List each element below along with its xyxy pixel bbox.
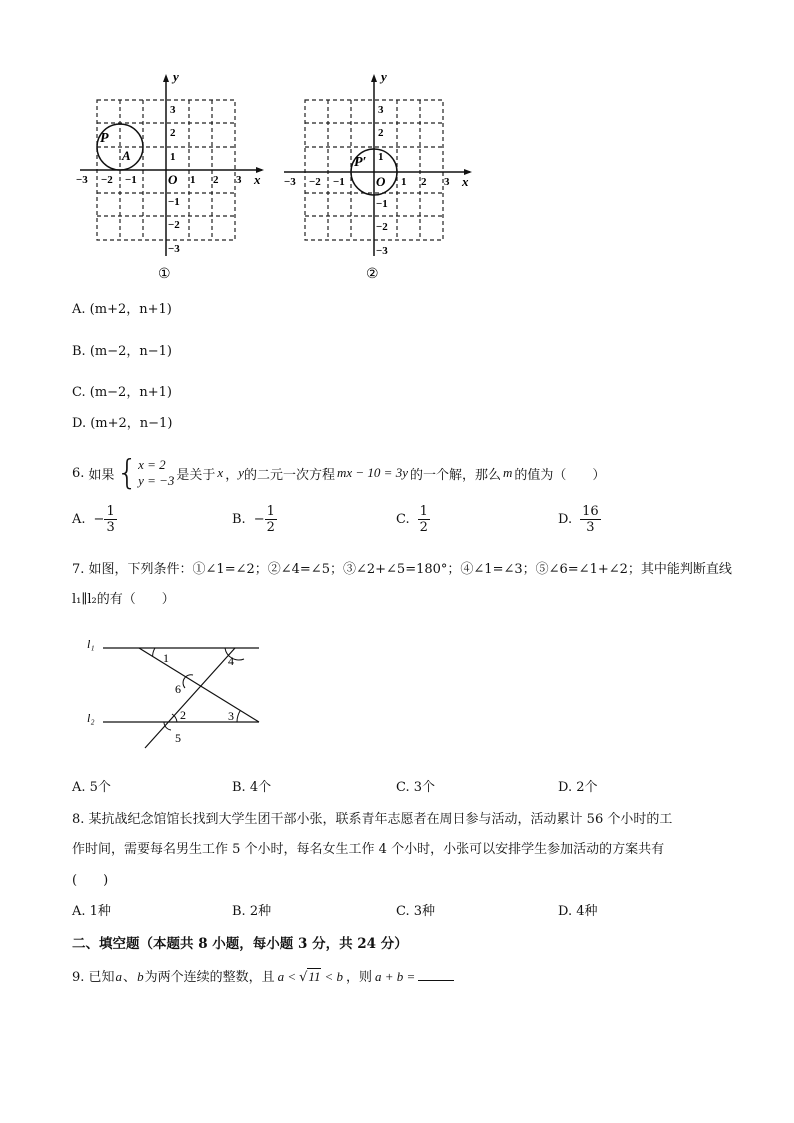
q5-option-d [72, 412, 172, 431]
option-sign: − [93, 511, 105, 527]
q8-option-a: A. 1种 [72, 904, 111, 919]
q9-prefix: 9. 已知 [72, 970, 115, 985]
q6-option-c [396, 502, 430, 536]
q6-text: 的值为（ ） [514, 467, 606, 483]
angle-label-5: 5 [175, 731, 181, 745]
option-label: D. [72, 416, 87, 431]
ineq-right: < b [324, 969, 343, 984]
question-6 [72, 453, 606, 493]
q6-text: 的二元一次方程 [243, 467, 335, 483]
q8-option-d: D. 4种 [558, 904, 598, 919]
brace-icon: { [116, 453, 139, 493]
option-label: B. [72, 344, 86, 359]
var-a: a [115, 969, 123, 984]
x-tick: 3 [236, 174, 242, 186]
x-tick: −1 [125, 174, 137, 186]
transversal-1 [139, 648, 259, 722]
separator: ， [225, 467, 239, 483]
q7-option-b: B. 4个 [232, 780, 272, 795]
q7-option-c: C. 3个 [396, 780, 436, 795]
q7-text-line1: 7. 如图，下列条件：①∠1=∠2；②∠4=∠5；③∠2+∠5=180°；④∠1=∠3；⑤∠6=∠1+∠2；其中能判断直线 [72, 562, 732, 577]
x-tick-labels [284, 176, 450, 188]
question-number: 6. [72, 465, 85, 481]
figure-caption: ② [366, 267, 379, 282]
y-axis-arrow [163, 74, 169, 82]
q8-text-line3: ( ) [72, 873, 109, 888]
q8-text-line2: 作时间，需要每名男生工作 5 个小时，每名女生工作 4 个小时，小张可以安排学生参加活动的方案共有 [72, 842, 665, 857]
var-y: y [238, 465, 244, 480]
point-p-prime-label: P′ [354, 155, 367, 170]
coordinate-figure-2 [280, 68, 480, 283]
y-tick: −2 [376, 221, 388, 233]
system-eq2: y = −3 [138, 473, 175, 488]
angle-label-3: 3 [228, 709, 234, 723]
q9-text: ，则 [345, 970, 372, 985]
option-fraction [418, 504, 430, 535]
sum-expression: a + b = [375, 969, 416, 984]
q7-text-line2: l₁∥l₂的有（ ） [72, 592, 175, 607]
parallel-lines-figure [85, 636, 270, 751]
option-fraction [265, 504, 277, 535]
angle-label-6: 6 [175, 682, 181, 696]
option-text: (m−2，n+1) [89, 385, 172, 400]
angle-label-2: 2 [180, 708, 186, 722]
system-eq1: x = 2 [138, 457, 166, 472]
denominator: 3 [586, 519, 595, 535]
l1-label: l₁ [87, 637, 95, 651]
option-fraction [104, 504, 116, 535]
x-tick-labels [76, 174, 242, 186]
q8-text-line1: 8. 某抗战纪念馆馆长找到大学生团干部小张，联系青年志愿者在周日参与活动，活动累计 56 个小时的工 [72, 812, 673, 827]
answer-blank[interactable] [418, 968, 454, 981]
q6-text: 是关于 [176, 467, 216, 483]
separator: 、 [123, 970, 137, 985]
x-tick: −3 [284, 176, 296, 188]
var-b: b [137, 969, 144, 984]
x-tick: −2 [309, 176, 321, 188]
y-tick: 3 [170, 104, 176, 116]
q8-option-b: B. 2种 [232, 904, 272, 919]
y-tick: 2 [170, 127, 176, 139]
y-tick: 1 [378, 151, 384, 163]
var-x: x [217, 465, 224, 480]
y-tick: −1 [376, 198, 388, 210]
angle-label-4: 4 [228, 654, 234, 668]
q5-option-a [72, 298, 172, 317]
x-tick: 1 [401, 176, 407, 188]
q6-option-a [72, 502, 117, 536]
section-title: 二、填空题（本题共 8 小题，每小题 3 分，共 24 分） [72, 936, 408, 952]
q6-option-b [232, 502, 277, 536]
q7-option-a: A. 5个 [72, 780, 111, 795]
angle-arc-3 [237, 711, 240, 723]
y-tick: −2 [168, 219, 180, 231]
q6-text: 的一个解，那么 [409, 467, 501, 483]
option-label: A. [72, 302, 86, 317]
angle-arc-1 [153, 648, 155, 656]
y-axis-arrow [371, 74, 377, 82]
denominator: 3 [106, 519, 115, 535]
y-tick: 1 [170, 151, 176, 163]
option-label: A. [72, 511, 86, 527]
y-tick: −1 [168, 196, 180, 208]
var-m: m [503, 465, 513, 480]
option-label: D. [558, 511, 573, 527]
origin-label: O [376, 174, 386, 189]
l2-label: l₂ [87, 711, 95, 725]
q5-option-c [72, 381, 172, 400]
option-sign: − [253, 511, 265, 527]
q5-option-b [72, 340, 172, 359]
y-axis-label: y [381, 69, 387, 84]
y-tick: 3 [378, 104, 384, 116]
coordinate-figure-1 [72, 68, 272, 283]
numerator: 1 [419, 503, 428, 519]
question-9 [72, 966, 454, 985]
point-a-label: A [122, 148, 131, 163]
option-fraction [580, 504, 601, 535]
origin-label: O [168, 172, 178, 187]
numerator: 1 [266, 503, 275, 519]
x-tick: 3 [444, 176, 450, 188]
equation-system [116, 453, 175, 493]
x-tick: −1 [333, 176, 345, 188]
denominator: 2 [266, 519, 275, 535]
y-tick: 2 [378, 127, 384, 139]
x-tick: 2 [421, 176, 427, 188]
option-label: B. [232, 511, 246, 527]
numerator: 1 [106, 503, 115, 519]
option-text: (m+2，n−1) [90, 416, 173, 431]
option-label: C. [396, 511, 410, 527]
q8-option-c: C. 3种 [396, 904, 436, 919]
x-axis-label: x [254, 172, 261, 187]
transversal-2 [145, 648, 235, 748]
ineq-left: a < [277, 969, 297, 984]
y-tick: −3 [376, 245, 388, 257]
x-tick: 2 [213, 174, 219, 186]
sqrt-value: 11 [308, 969, 321, 984]
x-axis-label: x [462, 174, 469, 189]
point-p-label: P [100, 131, 109, 146]
x-tick: −3 [76, 174, 88, 186]
denominator: 2 [419, 519, 428, 535]
q6-prefix: 如果 [88, 467, 115, 483]
q9-text: 为两个连续的整数，且 [144, 970, 275, 985]
y-axis-label: y [173, 69, 179, 84]
numerator: 16 [582, 503, 599, 519]
sqrt-symbol: √ [299, 970, 308, 985]
q6-option-d [558, 502, 601, 536]
x-tick: −2 [101, 174, 113, 186]
option-text: (m+2，n+1) [89, 302, 172, 317]
option-label: C. [72, 385, 86, 400]
q7-option-d: D. 2个 [558, 780, 598, 795]
equation: mx − 10 = 3y [337, 465, 408, 480]
angle-label-1: 1 [163, 651, 169, 665]
figure-caption: ① [158, 267, 171, 282]
x-tick: 1 [190, 174, 196, 186]
y-tick: −3 [168, 243, 180, 255]
option-text: (m−2，n−1) [89, 344, 172, 359]
